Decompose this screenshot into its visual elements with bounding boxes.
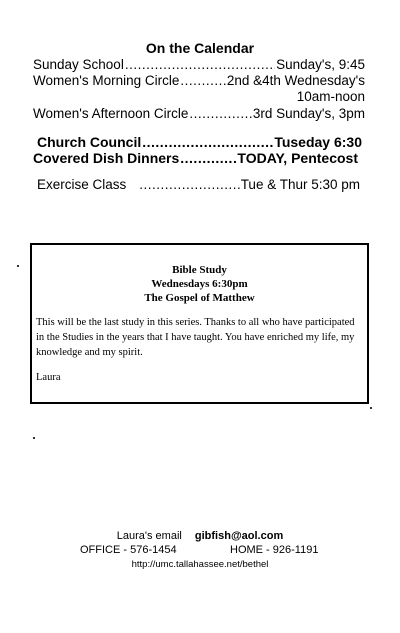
- dot-leader: [180, 150, 236, 166]
- event-label: Women's Morning Circle: [33, 73, 180, 88]
- dot-leader: [139, 177, 239, 192]
- bible-study-message: This will be the last study in this series. Thanks to all who have participated in the Studies in the years that I have taught. You have enriched my life, my knowledge and my spirit.: [36, 317, 355, 358]
- event-time: 3rd Sunday's, 3pm: [252, 106, 365, 121]
- bible-study-box: [30, 243, 369, 404]
- event-time: TODAY, Pentecost: [237, 150, 358, 166]
- bible-study-time: Wednesdays 6:30pm: [151, 278, 248, 290]
- website-url: http://umc.tallahassee.net/bethel: [131, 559, 269, 570]
- event-time: 2nd &4th Wednesday's: [226, 73, 365, 88]
- event-label: Women's Afternoon Circle: [33, 106, 189, 121]
- email-address: gibfish@aol.com: [194, 530, 284, 542]
- dot-leader: [142, 134, 273, 150]
- event-time-continued: 10am-noon: [296, 89, 365, 104]
- contact-footer: [0, 530, 400, 570]
- calendar-row-church-council: [37, 134, 362, 150]
- calendar-row-covered-dish: [33, 150, 358, 166]
- calendar-row-sunday-school: [33, 57, 365, 72]
- stray-mark: [17, 265, 19, 267]
- bible-study-title: Bible Study: [172, 264, 227, 276]
- event-label: Covered Dish Dinners: [33, 150, 180, 166]
- calendar-row-afternoon-circle: [33, 106, 365, 121]
- stray-mark: [33, 437, 35, 439]
- bible-study-topic: The Gospel of Matthew: [144, 292, 255, 304]
- bible-study-signature: Laura: [36, 372, 61, 383]
- dot-leader: [125, 57, 275, 72]
- dot-leader: [180, 73, 225, 88]
- stray-mark: [370, 407, 372, 409]
- calendar-row-morning-circle: [33, 73, 365, 88]
- home-phone: HOME - 926-1191: [230, 544, 319, 556]
- email-label: Laura's email: [116, 530, 182, 542]
- event-time: Tuseday 6:30: [274, 134, 362, 150]
- event-time: Tue & Thur 5:30 pm: [240, 177, 360, 192]
- calendar-row-exercise: [37, 177, 360, 192]
- event-label: Church Council: [37, 134, 142, 150]
- event-label: Exercise Class: [37, 177, 127, 192]
- dot-leader: [189, 106, 251, 121]
- event-time: Sunday's, 9:45: [276, 57, 365, 72]
- calendar-title: On the Calendar: [145, 40, 255, 56]
- office-phone: OFFICE - 576-1454: [80, 544, 177, 556]
- event-label: Sunday School: [33, 57, 124, 72]
